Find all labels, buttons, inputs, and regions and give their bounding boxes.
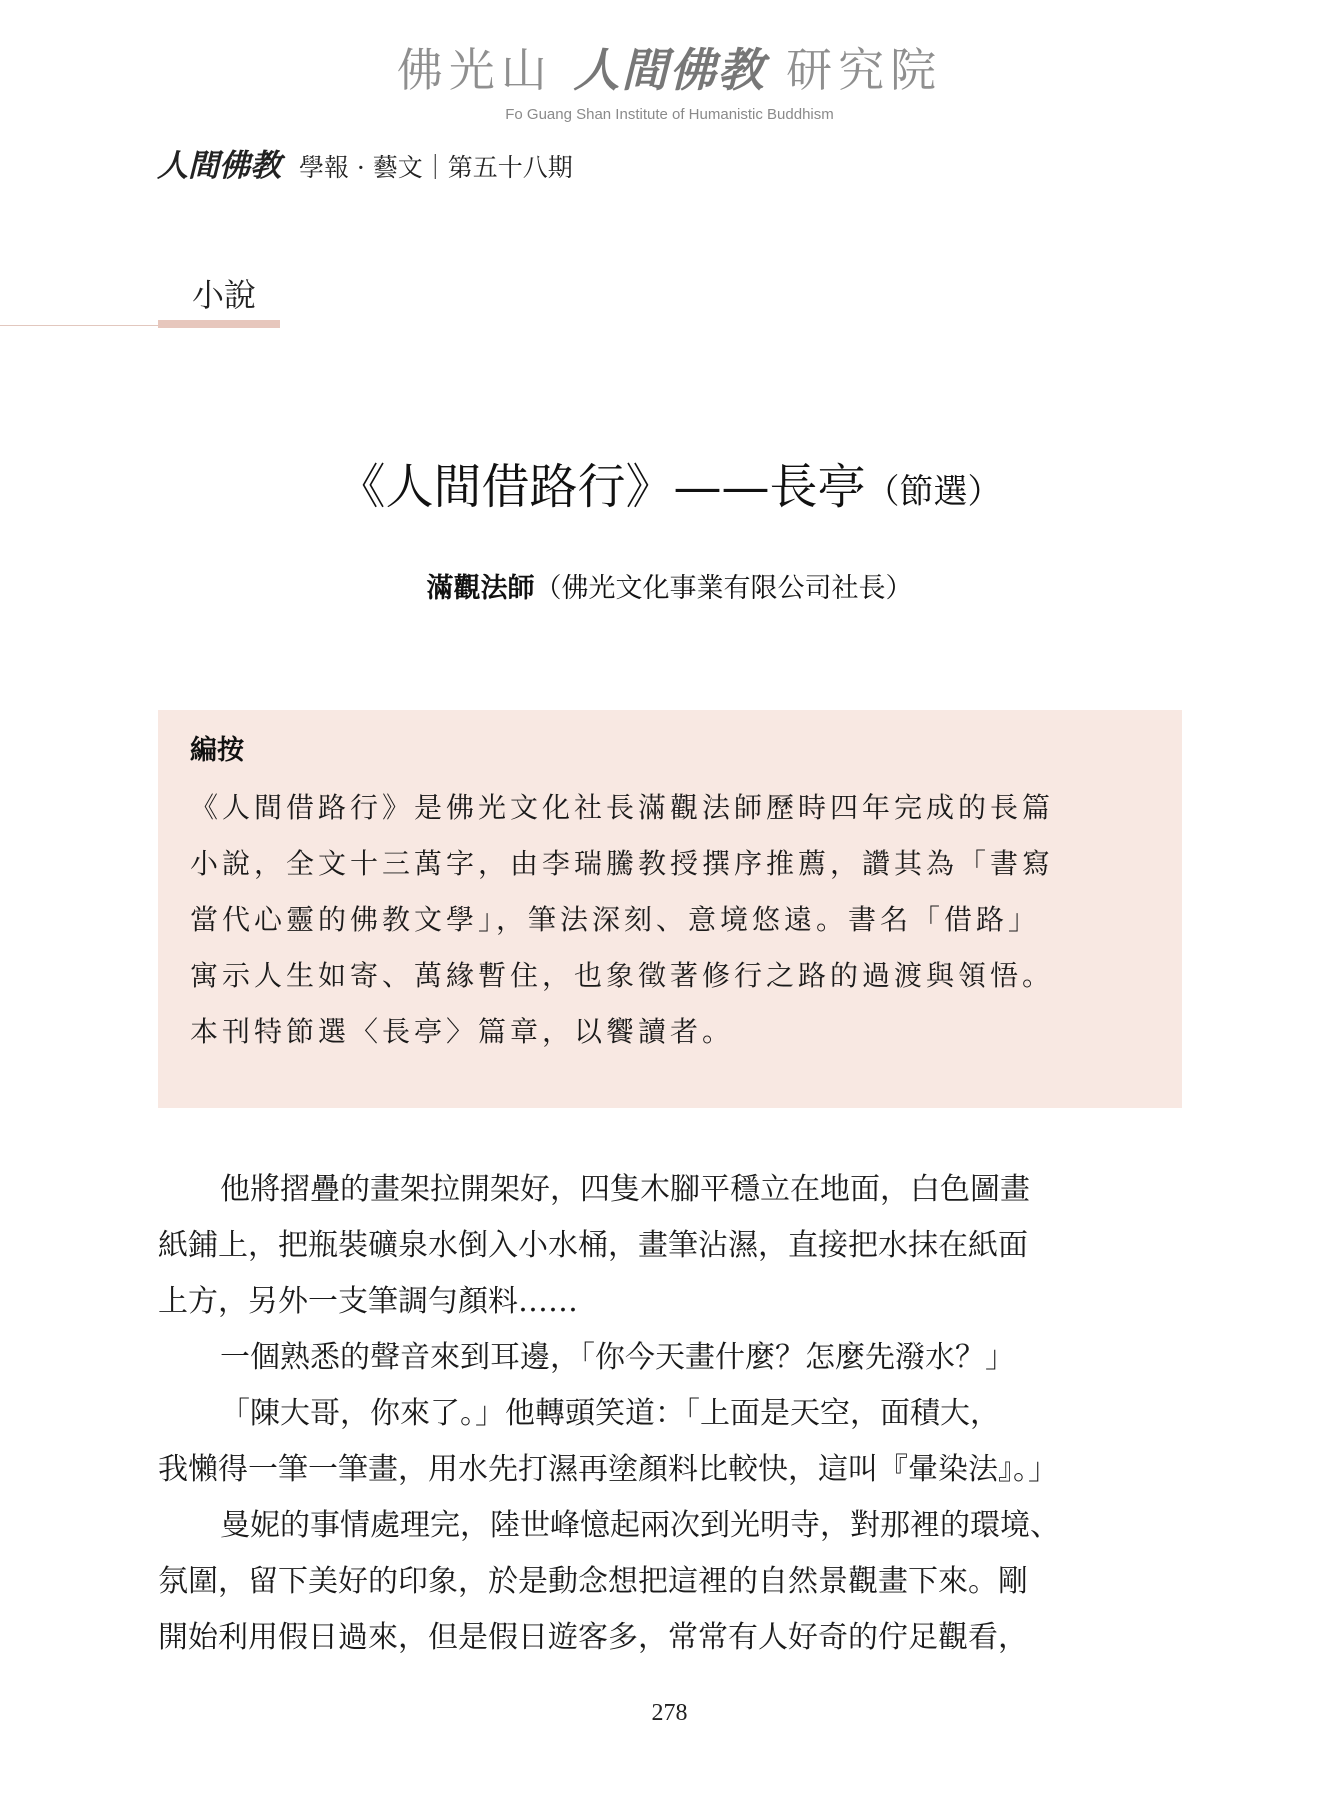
body-line: 上方，另外一支筆調勻顏料……	[158, 1284, 578, 1319]
editor-note-line: 小說，全文十三萬字，由李瑞騰教授撰序推薦，讚其為「書寫	[190, 847, 1055, 880]
article-title-suffix: （節選）	[865, 472, 1002, 512]
editor-note-line: 本刊特節選〈長亭〉篇章，以饗讀者。	[190, 1015, 735, 1048]
body-line: 他將摺疊的畫架拉開架好，四隻木腳平穩立在地面，白色圖畫	[220, 1172, 1030, 1207]
body-line: 開始利用假日過來，但是假日遊客多，常常有人好奇的佇足觀看，	[158, 1620, 1028, 1655]
editor-note-title: 編按	[190, 735, 244, 766]
body-line: 一個熟悉的聲音來到耳邊，「你今天畫什麼？怎麼先潑水？」	[220, 1340, 1015, 1375]
body-line: 「陳大哥，你來了。」他轉頭笑道：「上面是天空，面積大，	[220, 1396, 1000, 1431]
body-line: 曼妮的事情處理完，陸世峰憶起兩次到光明寺，對那裡的環境、	[220, 1508, 1060, 1543]
editor-note-line: 寓示人生如寄、萬緣暫住，也象徵著修行之路的過渡與領悟。	[190, 959, 1055, 992]
author-name: 滿觀法師	[426, 573, 535, 604]
article-author	[0, 566, 1339, 605]
body-line: 氛圍，留下美好的印象，於是動念想把這裡的自然景觀畫下來。剛	[158, 1564, 1028, 1599]
journal-brand-logo: 人間佛教	[157, 148, 281, 184]
institute-english-name: Fo Guang Shan Institute of Humanistic Buddhism	[505, 106, 834, 123]
body-line: 紙鋪上，把瓶裝礦泉水倒入小水桶，畫筆沾濕，直接把水抹在紙面	[158, 1228, 1028, 1263]
institute-name-pre: 佛光山	[396, 43, 553, 97]
body-text	[158, 1162, 1188, 1666]
author-affiliation: （佛光文化事業有限公司社長）	[534, 573, 913, 604]
section-accent-bar	[158, 320, 280, 328]
section-label: 小說	[192, 276, 257, 314]
article-title	[0, 448, 1339, 517]
body-line: 我懶得一筆一筆畫，用水先打濕再塗顏料比較快，這叫『暈染法』。」	[158, 1452, 1058, 1487]
article-title-main: 《人間借路行》——長亭	[337, 459, 866, 515]
editor-note-box	[158, 710, 1182, 1108]
institute-name-post: 研究院	[786, 43, 943, 97]
journal-header	[157, 140, 573, 185]
journal-issue-info: 學報 · 藝文｜第五十八期	[298, 153, 573, 182]
institute-name	[0, 34, 1339, 100]
editor-note-line: 當代心靈的佛教文學」，筆法深刻、意境悠遠。書名「借路」	[190, 903, 1041, 936]
institute-brand-logo: 人間佛教	[573, 43, 766, 97]
editor-note-line: 《人間借路行》是佛光文化社長滿觀法師歷時四年完成的長篇	[190, 791, 1055, 824]
editor-note-text	[190, 780, 1150, 1060]
page-number: 278	[651, 1700, 688, 1726]
